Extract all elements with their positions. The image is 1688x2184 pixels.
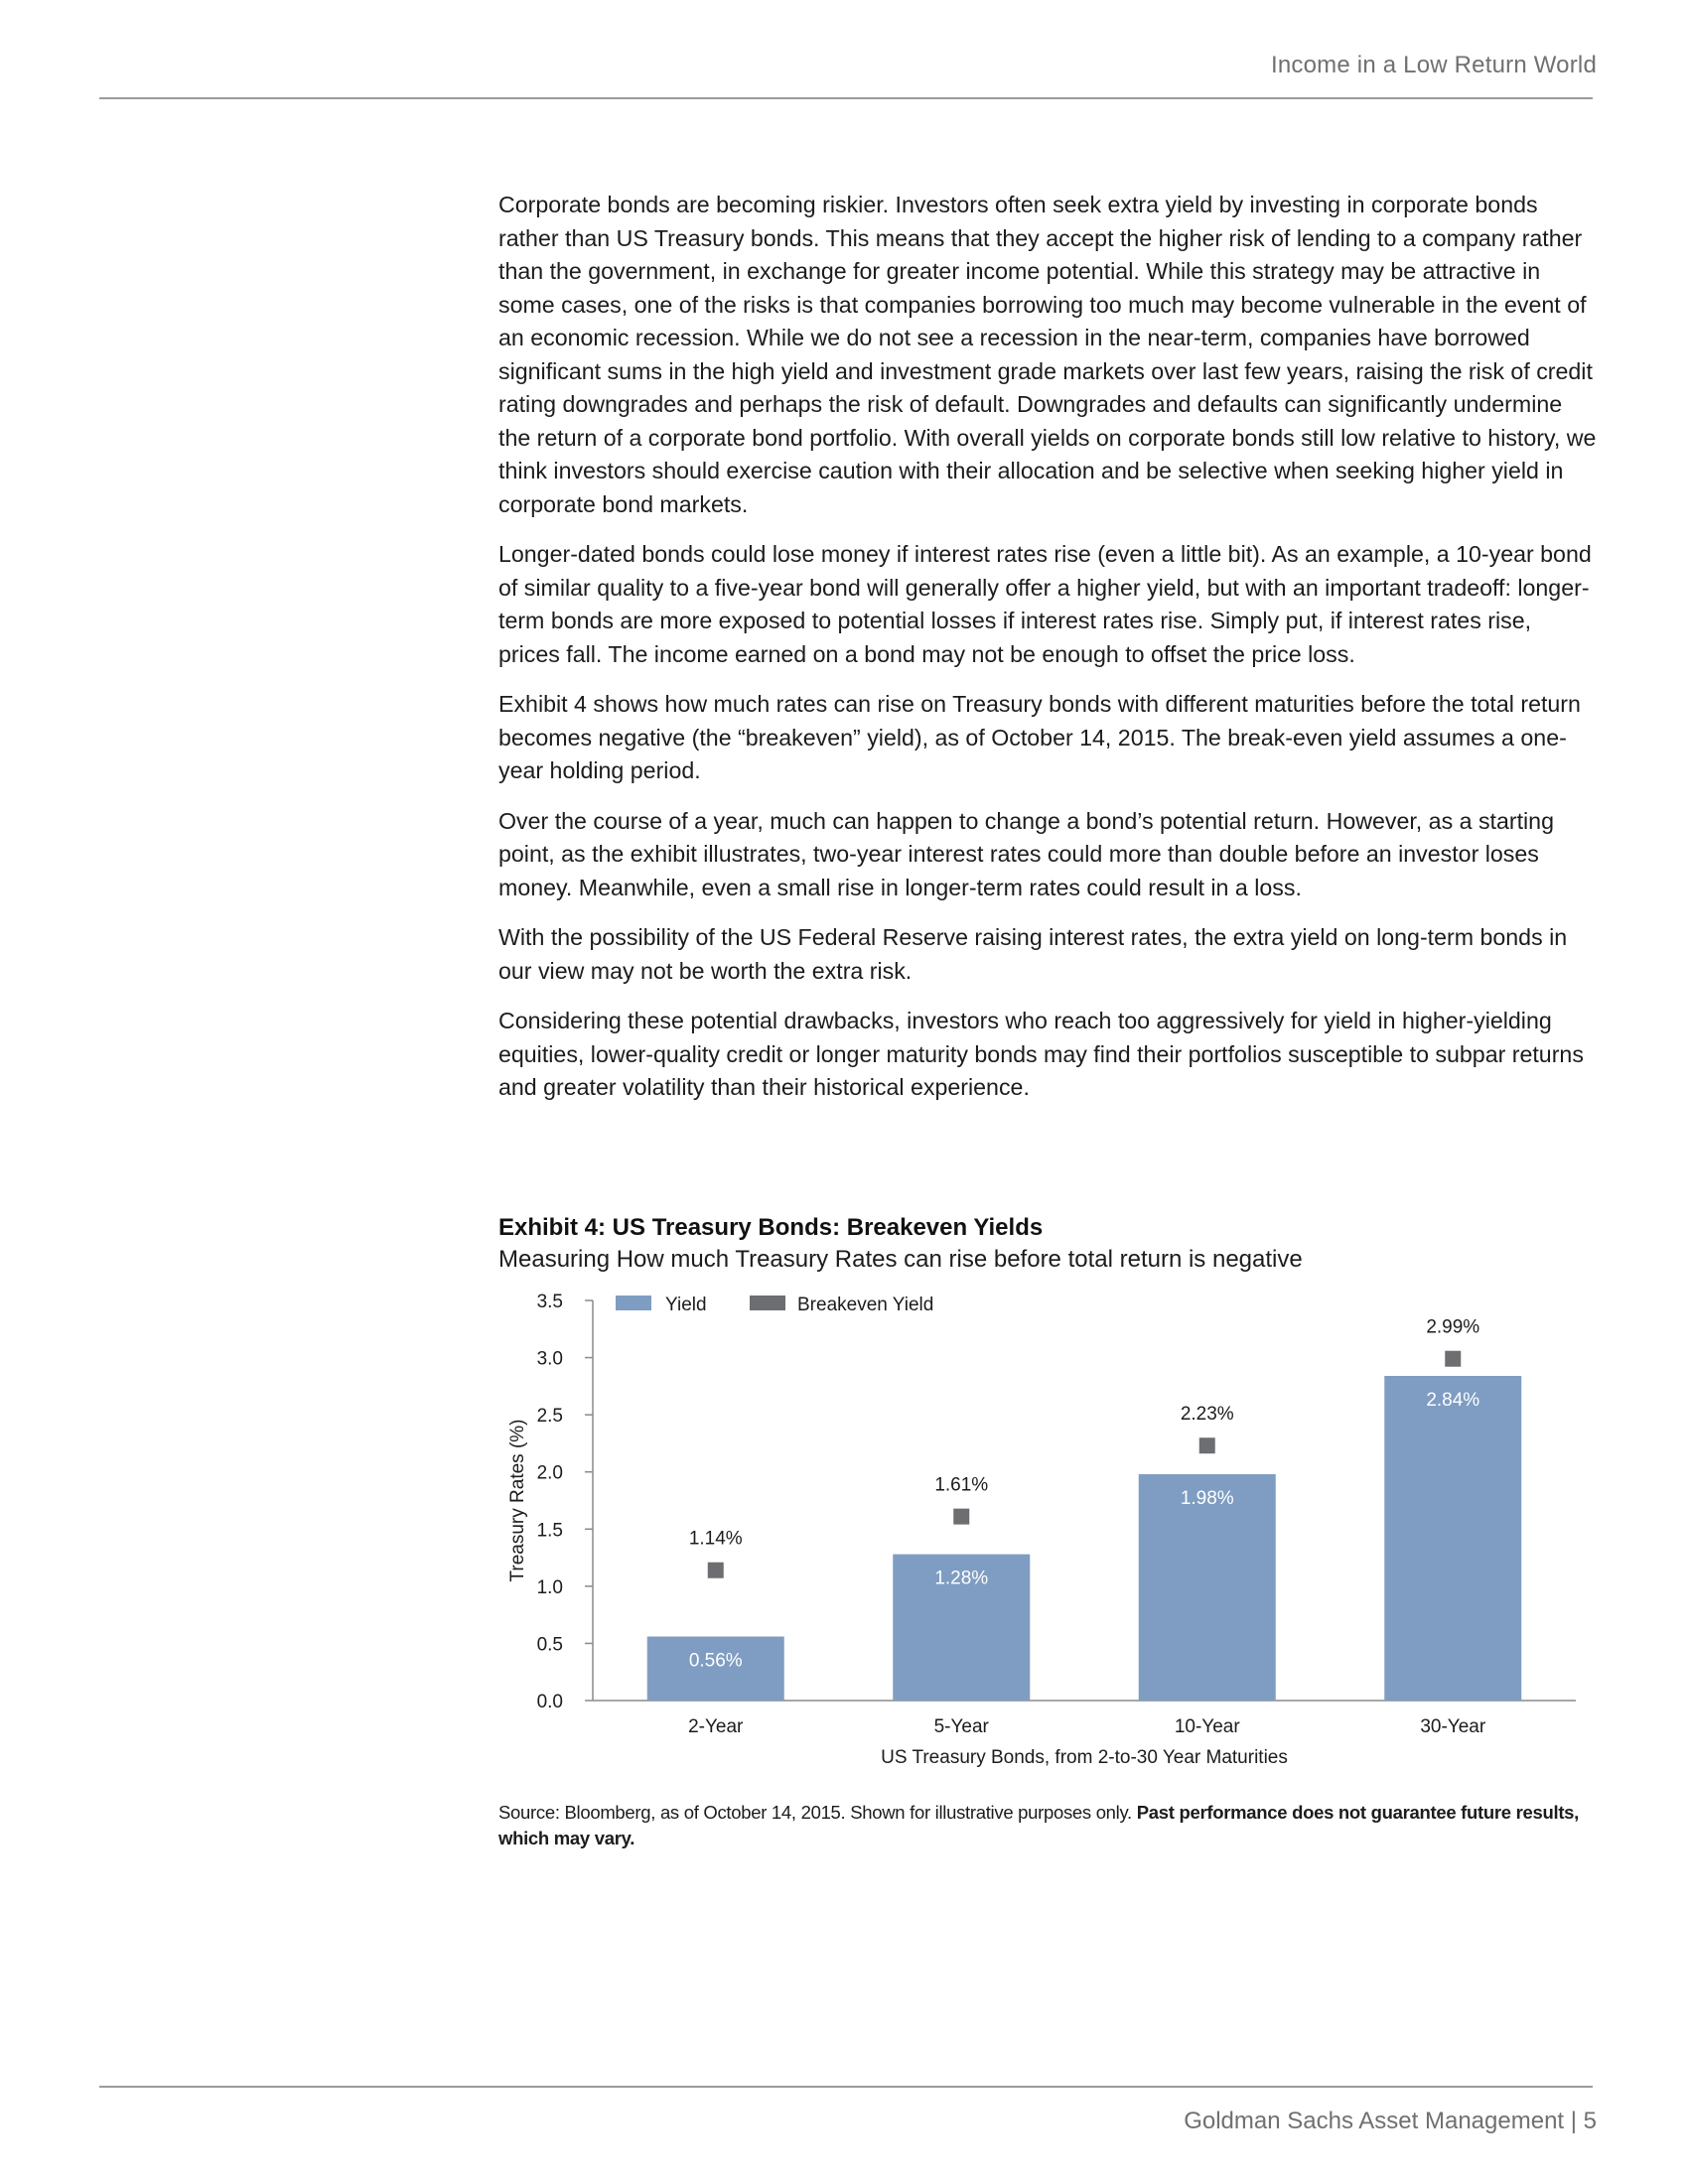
y-tick-label: 2.5 <box>536 1406 563 1428</box>
source-plain-text: Source: Bloomberg, as of October 14, 2015. Shown for illustrative purposes only. <box>498 1802 1132 1823</box>
legend-breakeven-label: Breakeven Yield <box>797 1295 934 1315</box>
header-title: Income in a Low Return World <box>1271 52 1597 78</box>
legend-breakeven-swatch <box>750 1296 785 1310</box>
paragraph-exhibit-intro: Exhibit 4 shows how much rates can rise on Treasury bonds with different maturities before the total return becomes negative (the “breakeven” yield), as of October 14, 2015. The break-even yield assumes a one-year holding period. <box>498 691 1581 783</box>
footer-divider <box>99 2086 1593 2088</box>
breakeven-marker <box>708 1563 724 1578</box>
y-tick-label: 3.0 <box>536 1348 563 1370</box>
x-tick-label: 2-Year <box>688 1716 744 1737</box>
source-disclaimer: Past performance does not guarantee future results, which may vary. <box>498 1802 1580 1848</box>
yield-bar <box>1384 1376 1521 1701</box>
article-body <box>498 189 1599 1122</box>
paragraph-corporate-bonds: Corporate bonds are becoming riskier. Investors often seek extra yield by investing in corporate bonds rather than US Treasury bonds. This means that they accept the higher risk of lending to a company rather than the government, in exchange for greater income potential. While this strategy may be attractive in some cases, one of the risks is that companies borrowing too much may become vulnerable in the event of an economic recession. While we do not see a recession in the near-term, companies have borrowed significant sums in the high yield and investment grade markets over last few years, raising the risk of credit rating downgrades and perhaps the risk of default. Downgrades and defaults can significantly undermine the return of a corporate bond portfolio. With overall yields on corporate bonds still low relative to history, we think investors should exercise caution with their allocation and be selective when seeking higher yield in corporate bond markets. <box>498 192 1597 517</box>
exhibit-subtitle: Measuring How much Treasury Rates can rise before total return is negative <box>498 1246 1303 1273</box>
breakeven-label: 1.61% <box>934 1474 989 1496</box>
y-tick-label: 0.0 <box>536 1692 563 1712</box>
y-axis-title: Treasury Rates (%) <box>507 1419 528 1582</box>
legend-yield-swatch <box>616 1296 651 1310</box>
paragraph-longer-dated-bonds: Longer-dated bonds could lose money if interest rates rise (even a little bit). As an example, a 10-year bond of similar quality to a five-year bond will generally offer a higher yield, but with an important tradeoff: longer-term bonds are more exposed to potential losses if interest rates rise. Simply put, if interest rates rise, prices fall. The income earned on a bond may not be enough to offset the price loss. <box>498 541 1592 667</box>
legend-yield-label: Yield <box>665 1295 707 1315</box>
breakeven-label: 2.23% <box>1180 1404 1234 1426</box>
breakeven-marker <box>953 1509 969 1525</box>
footer-text: Goldman Sachs Asset Management | 5 <box>1184 2108 1597 2134</box>
breakeven-marker <box>1445 1351 1461 1367</box>
breakeven-yields-chart <box>496 1291 1589 1787</box>
yield-bar-label: 2.84% <box>1426 1389 1480 1411</box>
yield-bar-label: 1.28% <box>934 1568 989 1589</box>
y-tick-label: 2.0 <box>536 1462 563 1484</box>
x-tick-label: 5-Year <box>933 1716 989 1737</box>
y-tick-label: 3.5 <box>536 1292 563 1312</box>
header-divider <box>99 97 1593 99</box>
breakeven-label: 2.99% <box>1426 1316 1480 1338</box>
y-tick-label: 1.0 <box>536 1576 563 1598</box>
breakeven-label: 1.14% <box>688 1528 743 1550</box>
source-note <box>498 1800 1601 1851</box>
paragraph-federal-reserve: With the possibility of the US Federal Reserve raising interest rates, the extra yield on long-term bonds in our view may not be worth the extra risk. <box>498 924 1568 984</box>
paragraph-course-of-year: Over the course of a year, much can happen to change a bond’s potential return. However, as a starting point, as the exhibit illustrates, two-year interest rates could more than double before an investor loses money. Meanwhile, even a small rise in longer-term rates could result in a loss. <box>498 807 1554 900</box>
breakeven-marker <box>1199 1437 1215 1453</box>
yield-bar-label: 1.98% <box>1180 1488 1234 1510</box>
paragraph-drawbacks: Considering these potential drawbacks, investors who reach too aggressively for yield in higher-yielding equities, lower-quality credit or longer maturity bonds may find their portfolios susceptible to subpar returns and greater volatility than their historical experience. <box>498 1008 1584 1100</box>
y-tick-label: 1.5 <box>536 1520 563 1542</box>
yield-bar-label: 0.56% <box>688 1650 743 1672</box>
exhibit-title: Exhibit 4: US Treasury Bonds: Breakeven Yields <box>498 1214 1044 1241</box>
x-tick-label: 30-Year <box>1420 1716 1486 1737</box>
x-tick-label: 10-Year <box>1174 1716 1240 1737</box>
y-tick-label: 0.5 <box>536 1634 563 1656</box>
x-axis-title: US Treasury Bonds, from 2-to-30 Year Maturities <box>881 1747 1288 1768</box>
